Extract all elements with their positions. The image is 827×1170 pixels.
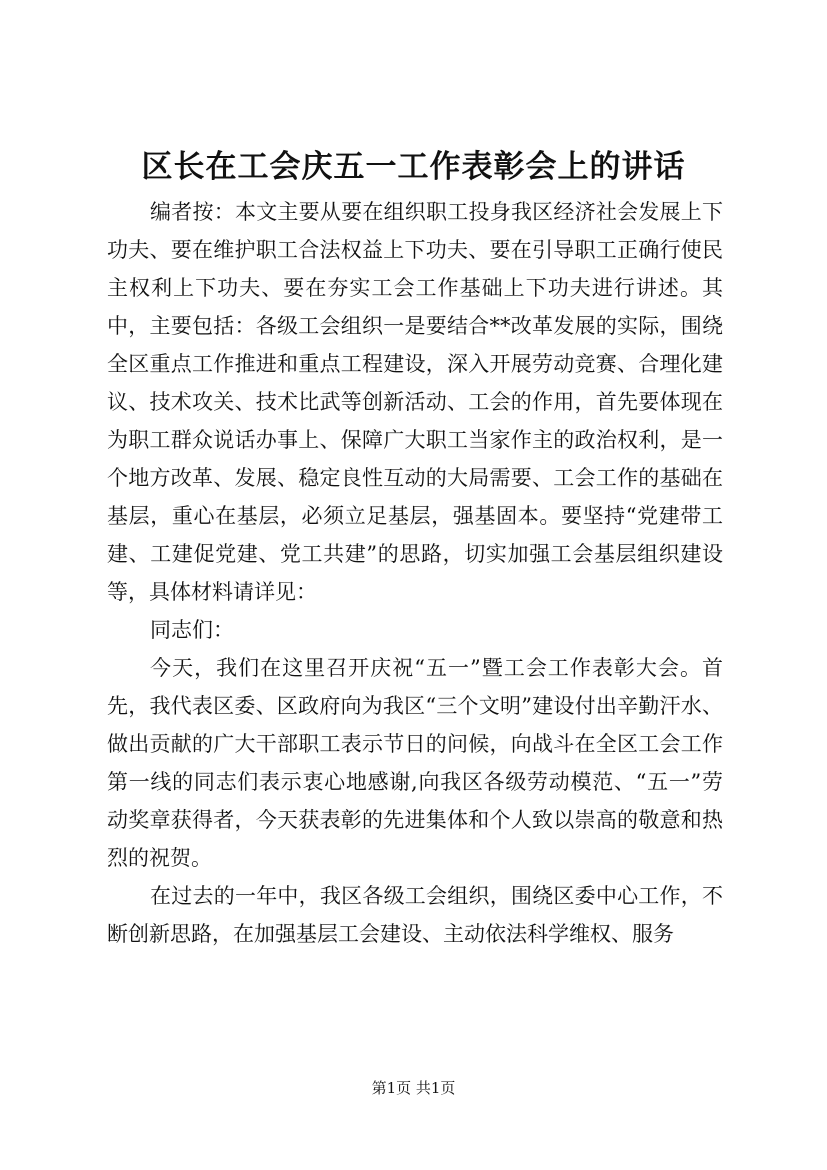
editor-note-paragraph: 编者按：本文主要从要在组织职工投身我区经济社会发展上下功夫、要在维护职工合法权益上下功夫、要在引导职工正确行使民主权利上下功夫、要在夯实工会工作基础上下功夫进行讲述。其中，主要包括：各级工会组织一是要结合**改革发展的实际，围绕全区重点工作推进和重点工程建设，深入开展劳动竞赛、合理化建议、技术攻关、技术比武等创新活动、工会的作用，首先要体现在为职工群众说话办事上、保障广大职工当家作主的政治权利，是一个地方改革、发展、稳定良性互动的大局需要、工会工作的基础在基层，重心在基层，必须立足基层，强基固本。要坚持“党建带工建、工建促党建、党工共建”的思路，切实加强工会基层组织建设等，具体材料请详见： [107, 200, 723, 604]
document-body [107, 193, 723, 953]
speech-paragraph-2: 在过去的一年中，我区各级工会组织，围绕区委中心工作，不断创新思路，在加强基层工会建设、主动依法科学维权、服务 [107, 884, 723, 946]
document-title: 区长在工会庆五一工作表彰会上的讲话 [141, 149, 686, 185]
page-number-footer: 第1页 共1页 [371, 1079, 456, 1097]
salutation-paragraph: 同志们： [150, 618, 235, 642]
speech-paragraph-1: 今天，我们在这里召开庆祝“五一”暨工会工作表彰大会。首先，我代表区委、区政府向为我区“三个文明”建设付出辛勤汗水、做出贡献的广大干部职工表示节日的问候，向战斗在全区工会工作第一线的同志们表示衷心地感谢,向我区各级劳动模范、“五一”劳动奖章获得者，今天获表彰的先进集体和个人致以崇高的敬意和热烈的祝贺。 [107, 656, 723, 870]
